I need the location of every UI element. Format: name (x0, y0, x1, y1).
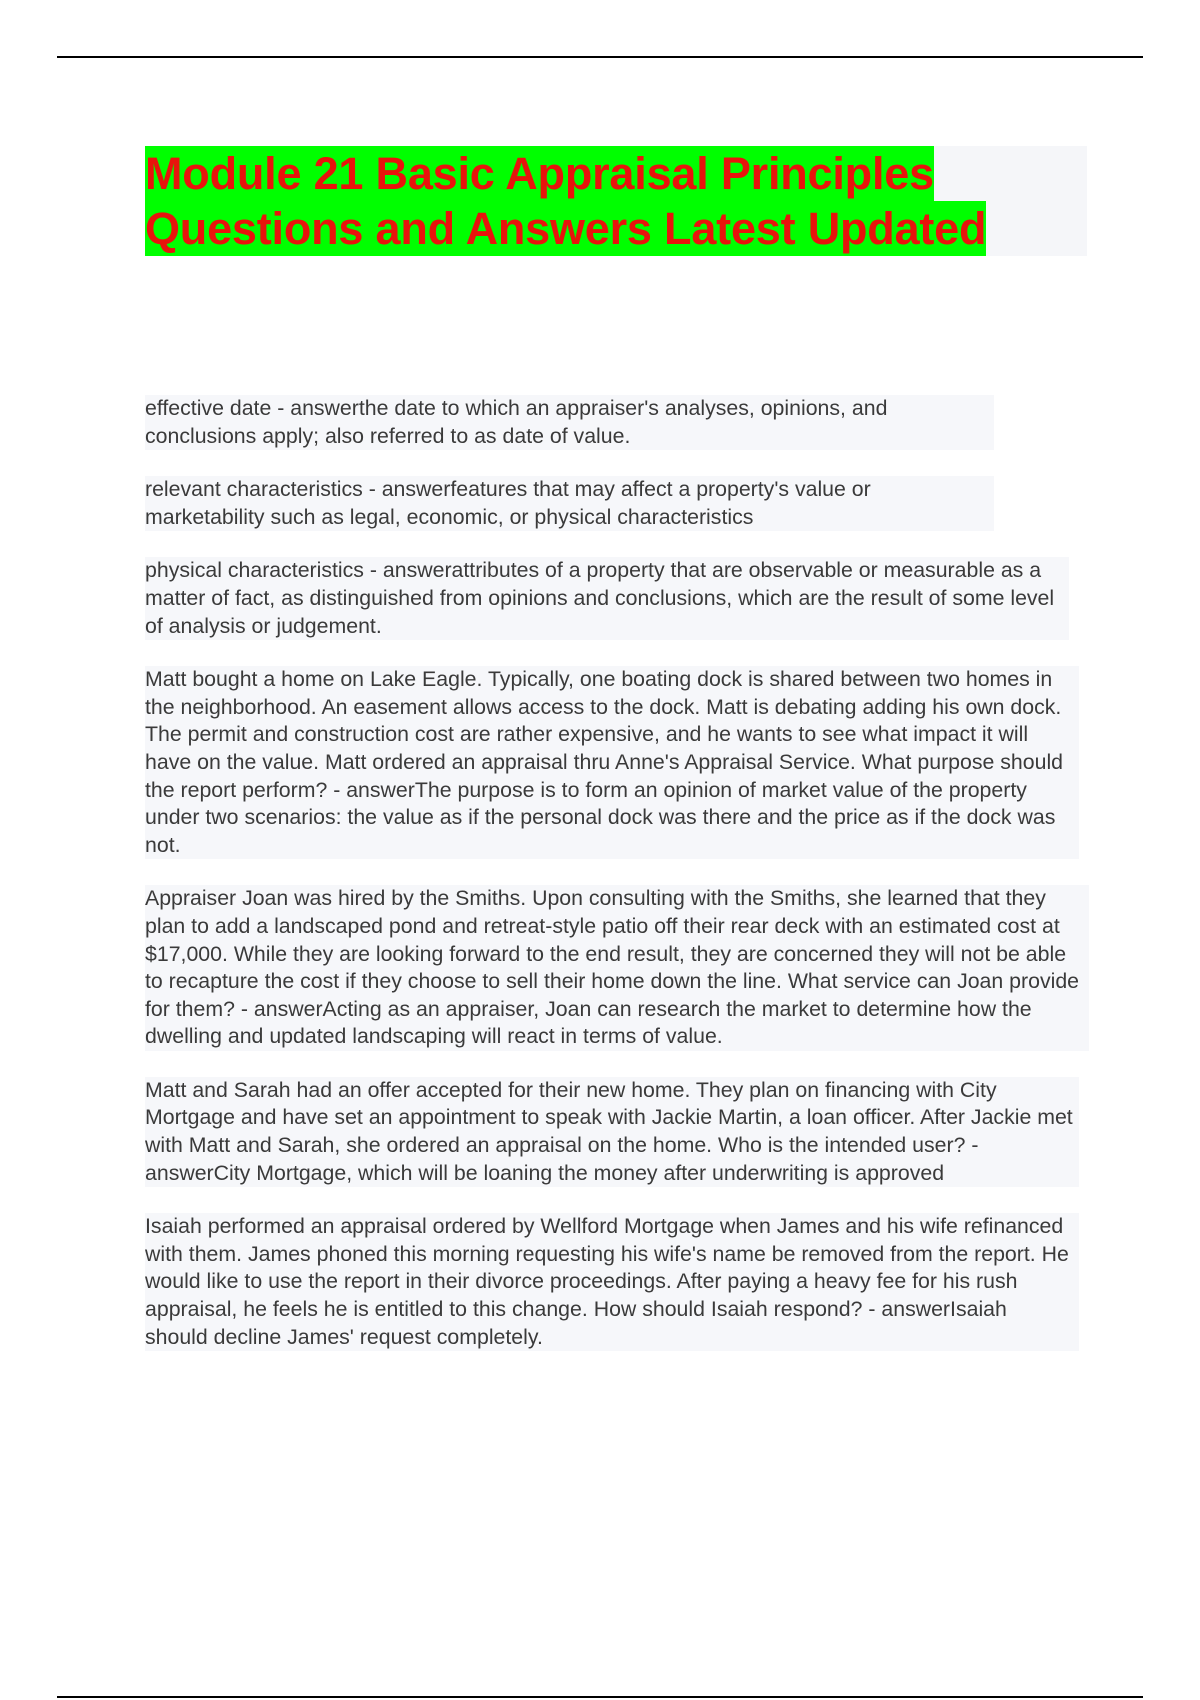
qa-entry-relevant-characteristics: relevant characteristics - answerfeatures that may affect a property's value or marketability such as legal, economic, or physical characteristics (145, 476, 994, 531)
qa-entry-effective-date: effective date - answerthe date to which an appraiser's analyses, opinions, and conclusions apply; also referred to as date of value. (145, 395, 994, 450)
header-rule (57, 56, 1143, 58)
qa-list (145, 395, 1095, 1377)
footer-rule (57, 1696, 1143, 1698)
title-line-1: Module 21 Basic Appraisal Principles (145, 148, 934, 199)
qa-entry-physical-characteristics: physical characteristics - answerattributes of a property that are observable or measurable as a matter of fact, as distinguished from opinions and conclusions, which are the result of some level of analysis or judgement. (145, 557, 1069, 640)
qa-entry-intended-user: Matt and Sarah had an offer accepted for their new home. They plan on financing with City Mortgage and have set an appointment to speak with Jackie Martin, a loan officer. After Jackie met with Matt and Sarah, she ordered an appraisal on the home. Who is the intended user? - answerCity Mortgage, which will be loaning the money after underwriting is approved (145, 1077, 1079, 1187)
title-line-2: Questions and Answers Latest Updated (145, 203, 987, 254)
qa-entry-isaiah-request: Isaiah performed an appraisal ordered by Wellford Mortgage when James and his wife refinanced with them. James phoned this morning requesting his wife's name be removed from the report. He would like to use the report in their divorce proceedings. After paying a heavy fee for his rush appraisal, he feels he is entitled to this change. How should Isaiah respond? - answerIsaiah should decline James' request completely. (145, 1213, 1079, 1351)
document-title (145, 146, 1087, 256)
qa-entry-joan-smiths: Appraiser Joan was hired by the Smiths. Upon consulting with the Smiths, she learned that they plan to add a landscaped pond and retreat-style patio off their rear deck with an estimated cost at $17,000. While they are looking forward to the end result, they are concerned they will not be able to recapture the cost if they choose to sell their home down the line. What service can Joan provide for them? - answerActing as an appraiser, Joan can research the market to determine how the dwelling and updated landscaping will react in terms of value. (145, 885, 1089, 1051)
qa-entry-matt-dock: Matt bought a home on Lake Eagle. Typically, one boating dock is shared between two homes in the neighborhood. An easement allows access to the dock. Matt is debating adding his own dock. The permit and construction cost are rather expensive, and he wants to see what impact it will have on the value. Matt ordered an appraisal thru Anne's Appraisal Service. What purpose should the report perform? - answerThe purpose is to form an opinion of market value of the property under two scenarios: the value as if the personal dock was there and the price as if the dock was not. (145, 666, 1079, 859)
